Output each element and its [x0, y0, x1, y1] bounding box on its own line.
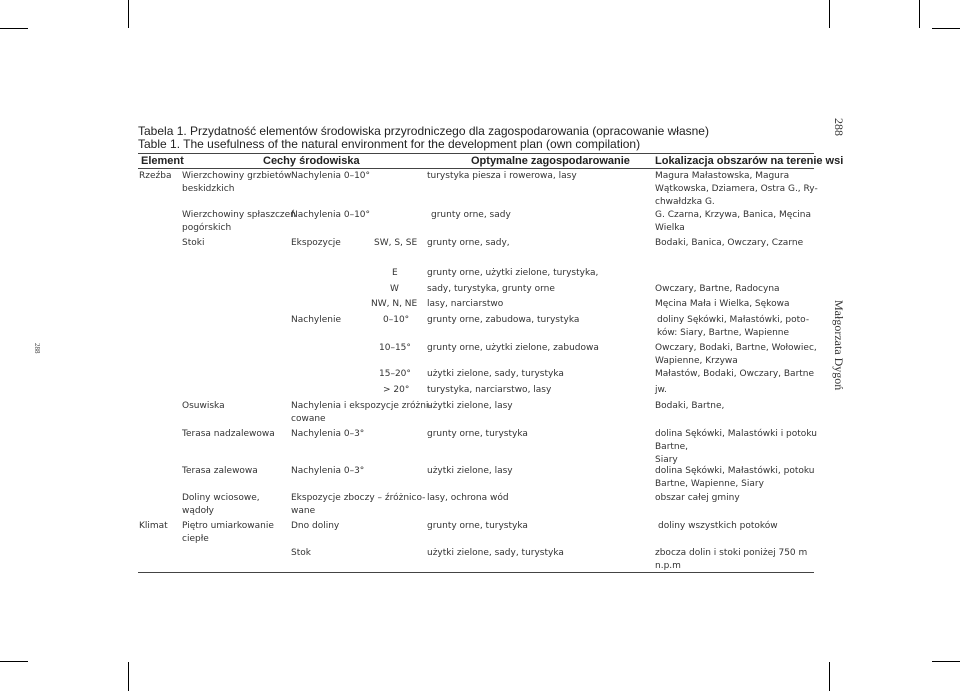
cell-optimal: sady, turystyka, grunty orne — [427, 284, 555, 294]
cell-location: doliny Sękówki, Małastówki, poto- — [657, 315, 810, 325]
cell-location: G. Czarna, Krzywa, Banica, Męcina — [655, 210, 812, 220]
cell-location: dolina Sękówki, Malastówki i potoku — [655, 429, 817, 439]
cell-optimal: grunty orne, użytki zielone, zabudowa — [427, 343, 599, 353]
cell-parameter: Nachylenie — [291, 315, 342, 325]
cell-parameter: Ekspozycje — [291, 238, 341, 248]
header-location: Lokalizacja obszarów na terenie wsi — [655, 155, 844, 167]
cell-location: Wielka — [655, 223, 685, 233]
cell-location: dolina Sękówki, Małastówki, potoku — [655, 466, 815, 476]
author-name: Małgorzata Dygoń — [832, 300, 846, 391]
table-caption-en: Table 1. The usefulness of the natural environment for the development plan (own compilation) — [138, 137, 641, 151]
cell-optimal: grunty orne, turystyka — [427, 429, 528, 439]
cell-location: obszar całej gminy — [655, 493, 740, 503]
cell-subparameter: 10–15° — [379, 343, 411, 353]
cell-parameter: Nachylenia i ekspozycje zróżni- — [291, 401, 432, 411]
cell-location: Bartne, Wapienne, Siary — [655, 479, 764, 489]
cell-location: zbocza dolin i stoki poniżej 750 m — [655, 548, 808, 558]
cell-optimal: grunty orne, użytki zielone, turystyka, — [427, 268, 599, 278]
cell-feature: Stoki — [182, 238, 205, 248]
table-top-rule — [138, 153, 814, 154]
cell-location: n.p.m — [655, 561, 681, 571]
cell-optimal: grunty orne, zabudowa, turystyka — [427, 315, 580, 325]
table-caption-pl: Tabela 1. Przydatność elementów środowiska przyrodniczego dla zagospodarowania (opracowanie własne) — [138, 124, 709, 138]
cell-optimal: użytki zielone, lasy — [427, 466, 513, 476]
cell-parameter: wane — [291, 506, 316, 516]
cell-optimal: turystyka piesza i rowerowa, lasy — [427, 171, 577, 181]
header-bottom-rule — [138, 168, 814, 169]
cell-location: Małastów, Bodaki, Owczary, Bartne — [655, 369, 815, 379]
cell-location: Męcina Mała i Wielka, Sękowa — [655, 299, 790, 309]
cell-subparameter: 15–20° — [379, 369, 411, 379]
header-features: Cechy środowiska — [263, 155, 360, 167]
cell-subparameter: E — [392, 268, 398, 278]
cell-element: Rzeźba — [139, 171, 172, 181]
cell-parameter: Nachylenia 0–3° — [291, 466, 365, 476]
cell-location: doliny wszystkich potoków — [658, 521, 778, 531]
cell-optimal: grunty orne, sady — [431, 210, 511, 220]
cell-feature: wądoły — [182, 506, 214, 516]
cell-optimal: grunty orne, sady, — [427, 238, 510, 248]
cell-feature: Wierzchowiny grzbietów — [182, 171, 292, 181]
cell-optimal: lasy, ochrona wód — [427, 493, 509, 503]
crop-mark — [932, 661, 960, 662]
cell-feature: Osuwiska — [182, 401, 225, 411]
header-optimal: Optymalne zagospodarowanie — [471, 155, 630, 167]
cell-parameter: Nachylenia 0–10° — [291, 210, 371, 220]
cell-location: Bartne, — [655, 442, 689, 452]
cell-subparameter: NW, N, NE — [371, 299, 418, 309]
cell-parameter: Nachylenia 0–10° — [291, 171, 371, 181]
cell-parameter: Ekspozycje zboczy – źróżnico- — [291, 493, 426, 503]
cell-feature: Terasa nadzalewowa — [182, 429, 275, 439]
cell-optimal: turystyka, narciarstwo, lasy — [427, 385, 552, 395]
cell-parameter: Stok — [291, 548, 311, 558]
crop-mark — [932, 28, 960, 29]
crop-mark — [919, 0, 920, 28]
cell-feature: Terasa zalewowa — [182, 466, 258, 476]
cell-location: Wapienne, Krzywa — [655, 356, 738, 366]
cell-optimal: użytki zielone, lasy — [427, 401, 513, 411]
cell-optimal: użytki zielone, sady, turystyka — [427, 369, 564, 379]
page-number: 288 — [832, 118, 846, 136]
cell-parameter: Dno doliny — [291, 521, 340, 531]
cell-feature: Piętro umiarkowanie — [182, 521, 274, 531]
cell-location: Bodaki, Banica, Owczary, Czarne — [655, 238, 804, 248]
cell-subparameter: > 20° — [383, 385, 410, 395]
cell-feature: pogórskich — [182, 223, 232, 233]
cell-subparameter: SW, S, SE — [374, 238, 418, 248]
crop-mark — [829, 0, 830, 28]
cell-location: ków: Siary, Bartne, Wapienne — [657, 328, 790, 338]
cell-location: Owczary, Bartne, Radocyna — [655, 284, 780, 294]
header-element: Element — [141, 155, 184, 167]
cell-subparameter: W — [390, 284, 399, 294]
cell-location: chwałdzka G. — [655, 197, 715, 207]
cell-parameter: Nachylenia 0–3° — [291, 429, 365, 439]
cell-location: Siary — [655, 455, 678, 465]
cell-element: Klimat — [139, 521, 168, 531]
table-bottom-rule — [138, 572, 814, 573]
crop-mark — [128, 0, 129, 28]
cell-location: Wątkowska, Dziamera, Ostra G., Ry- — [655, 184, 818, 194]
cell-feature: Doliny wciosowe, — [182, 493, 260, 503]
cell-feature: ciepłe — [182, 534, 209, 544]
crop-mark — [829, 662, 830, 691]
crop-mark — [128, 662, 129, 691]
cell-location: jw. — [655, 385, 667, 395]
crop-mark — [0, 28, 28, 29]
cell-location: Owczary, Bodaki, Bartne, Wołowiec, — [655, 343, 817, 353]
cell-parameter: cowane — [291, 414, 326, 424]
small-page-number: 288 — [33, 343, 41, 354]
cell-optimal: użytki zielone, sady, turystyka — [427, 548, 564, 558]
cell-optimal: grunty orne, turystyka — [427, 521, 528, 531]
cell-location: Bodaki, Bartne, — [655, 401, 725, 411]
cell-subparameter: 0–10° — [383, 315, 410, 325]
cell-optimal: lasy, narciarstwo — [427, 299, 504, 309]
cell-feature: Wierzchowiny spłaszczeń — [182, 210, 296, 220]
cell-location: Magura Małastowska, Magura — [655, 171, 790, 181]
cell-feature: beskidzkich — [182, 184, 235, 194]
crop-mark — [0, 661, 28, 662]
